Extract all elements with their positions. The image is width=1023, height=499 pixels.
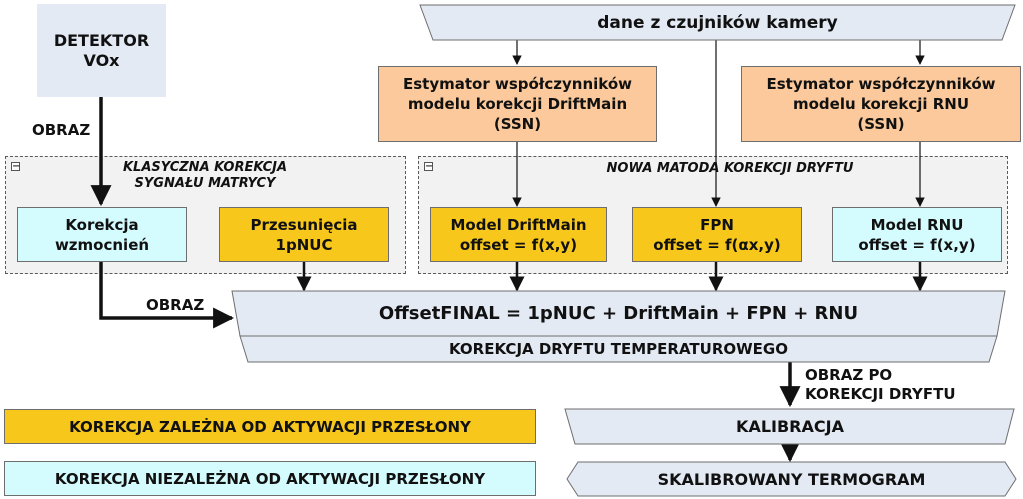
classic-group-title: KLASYCZNA KOREKCJA SYGNAŁU MATRYCY [122,160,288,191]
estimator-driftmain-box: Estymator współczynników modelu korekcji DriftMain (SSN) [378,66,657,142]
calibration-label: KALIBRACJA [736,417,844,436]
shift-1pnuc-box: Przesunięcia 1pNUC [219,207,389,262]
fpn-box: FPN offset = f(αx,y) [632,207,802,262]
new-group-title: NOWA MATODA KOREKCJI DRYFTU [606,161,854,176]
legend-dependent-box: KOREKCJA ZALEŻNA OD AKTYWACJI PRZESŁONY [4,409,536,444]
new-group-collapse-icon[interactable]: − [425,161,434,172]
obraz-label-mid: OBRAZ [146,296,205,314]
classic-group-collapse-icon[interactable]: − [12,161,21,172]
detector-box: DETEKTOR VOx [37,4,166,97]
thermogram-label: SKALIBROWANY TERMOGRAM [657,469,926,489]
legend-independent-box: KOREKCJA NIEZALEŻNA OD AKTYWACJI PRZESŁONY [4,461,536,496]
obraz-label-top: OBRAZ [32,121,91,139]
drift-correction-label: KOREKCJA DRYFTU TEMPERATUROWEGO [448,340,788,358]
sensors-data-label: dane z czujników kamery [597,12,838,33]
gain-correction-box: Korekcja wzmocnień [17,207,187,262]
model-driftmain-box: Model DriftMain offset = f(x,y) [430,207,607,262]
estimator-rnu-box: Estymator współczynników modelu korekcji RNU (SSN) [741,66,1021,142]
offset-final-label: OffsetFINAL = 1pNUC + DriftMain + FPN + RNU [378,303,859,324]
model-rnu-box: Model RNU offset = f(x,y) [832,207,1002,262]
obraz-after-drift-label: OBRAZ PO KOREKCJI DRYFTU [805,366,956,403]
